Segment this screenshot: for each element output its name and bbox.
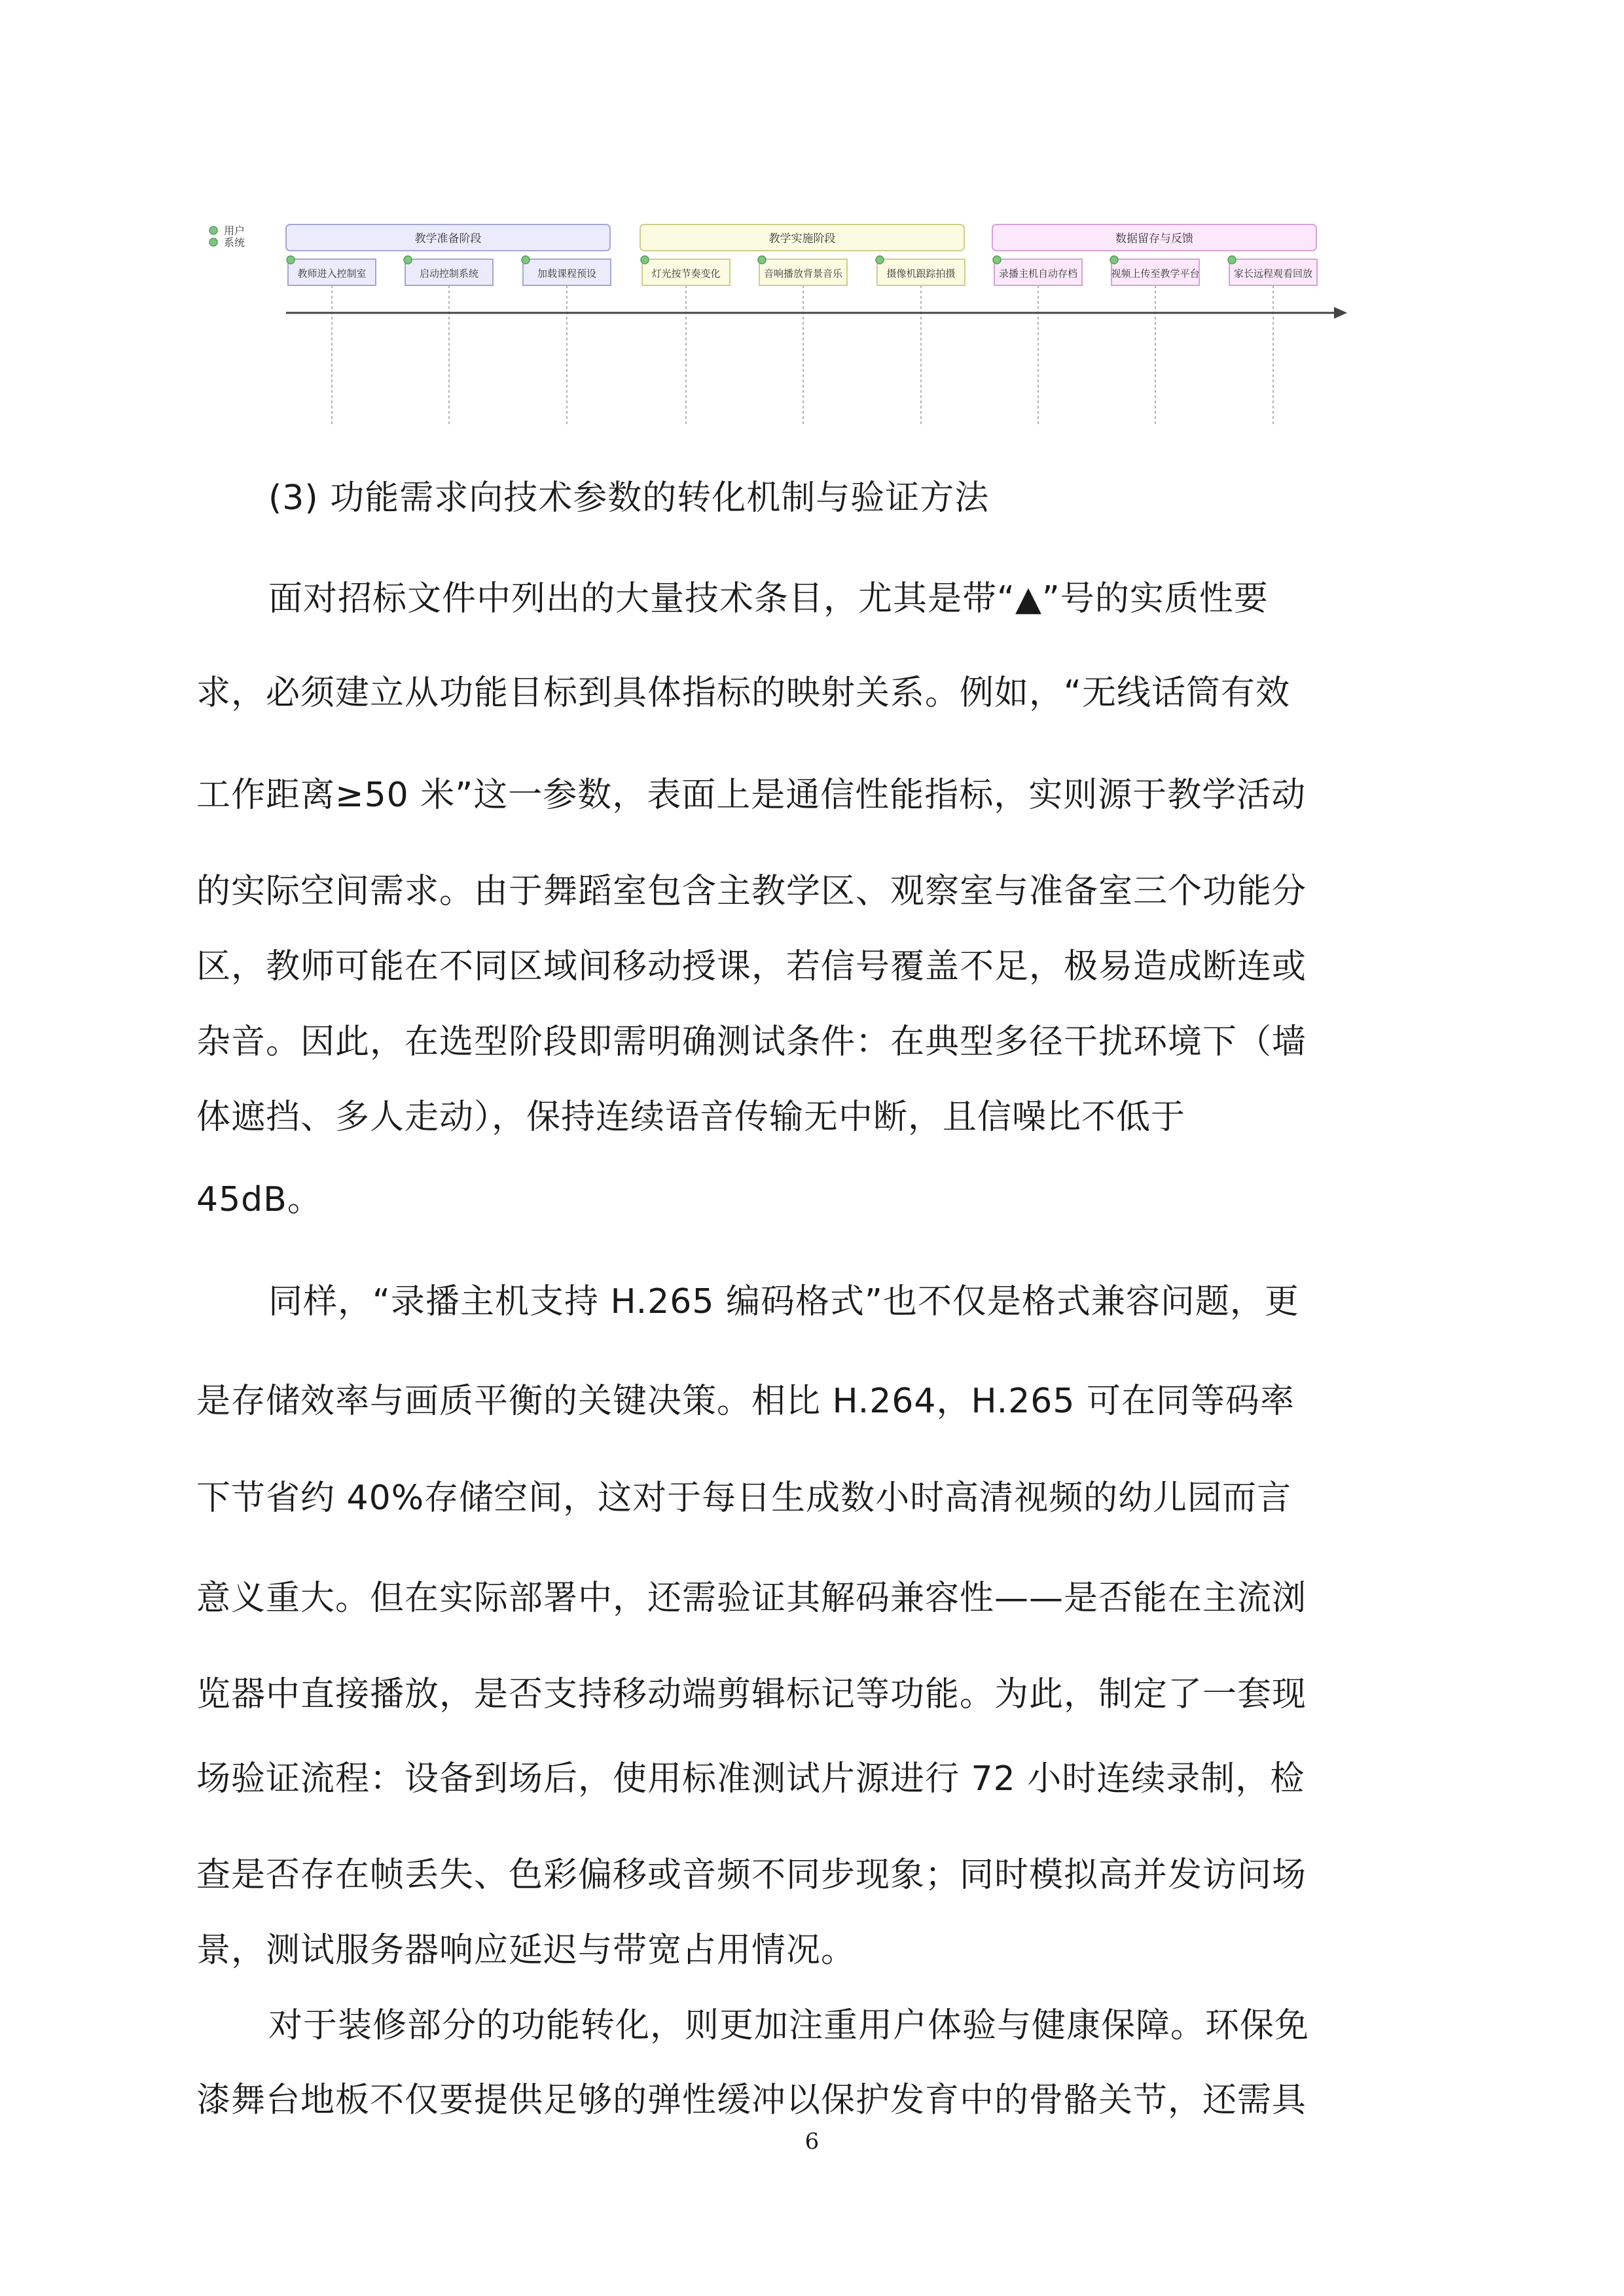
- paragraph-line: 区，教师可能在不同区域间移动授课，若信号覆盖不足，极易造成断连或: [196, 947, 1307, 986]
- page-number: 6: [804, 2128, 820, 2155]
- step-label: 摄像机跟踪拍摄: [886, 268, 956, 279]
- paragraph-line: 下节省约 40%存储空间，这对于每日生成数小时高清视频的幼儿园而言: [196, 1479, 1292, 1518]
- paragraph-line: 意义重大。但在实际部署中，还需验证其解码兼容性——是否能在主流浏: [196, 1579, 1307, 1618]
- step-label: 灯光按节奏变化: [651, 268, 721, 279]
- step-marker: [287, 256, 295, 264]
- paragraph-line: 查是否存在帧丢失、色彩偏移或音频不同步现象；同时模拟高并发访问场: [196, 1856, 1307, 1895]
- step-label: 教师进入控制室: [297, 268, 367, 279]
- paragraph-line: 求，必须建立从功能目标到具体指标的映射关系。例如，“无线话筒有效: [196, 673, 1290, 713]
- step-marker: [641, 256, 649, 264]
- step-marker: [876, 256, 884, 264]
- step-marker: [1110, 256, 1118, 264]
- step-label: 家长远程观看回放: [1233, 268, 1313, 279]
- paragraph-line: 漆舞台地板不仅要提供足够的弹性缓冲以保护发育中的骨骼关节，还需具: [196, 2081, 1307, 2120]
- paragraph-line: 同样，“录播主机支持 H.265 编码格式”也不仅是格式兼容问题，更: [268, 1282, 1299, 1321]
- paragraph-line: 场验证流程：设备到场后，使用标准测试片源进行 72 小时连续录制，检: [196, 1759, 1305, 1799]
- step-marker: [1228, 256, 1236, 264]
- paragraph-line: 体遮挡、多人走动），保持连续语音传输无中断，且信噪比不低于: [196, 1098, 1186, 1137]
- step-marker: [758, 256, 766, 264]
- step-label: 视频上传至教学平台: [1111, 268, 1200, 279]
- paragraph-line: 杂音。因此，在选型阶段即需明确测试条件：在典型多径干扰环境下（墙: [196, 1022, 1307, 1062]
- paragraph-line: 览器中直接播放，是否支持移动端剪辑标记等功能。为此，制定了一套现: [196, 1675, 1307, 1714]
- timeline-arrow-icon: [1334, 307, 1347, 319]
- step-marker: [404, 256, 412, 264]
- legend-label: 系统: [224, 236, 245, 249]
- paragraph-line: 对于装修部分的功能转化，则更加注重用户体验与健康保障。环保免: [268, 2006, 1310, 2045]
- step-label: 启动控制系统: [419, 268, 479, 279]
- phase-label: 教学实施阶段: [768, 232, 836, 245]
- legend-label: 用户: [224, 224, 245, 237]
- paragraph-line: 45dB。: [196, 1180, 322, 1219]
- step-marker: [993, 256, 1001, 264]
- legend-marker: [209, 226, 217, 234]
- paragraph-line: 的实际空间需求。由于舞蹈室包含主教学区、观察室与准备室三个功能分: [196, 872, 1307, 911]
- step-label: 音响播放背景音乐: [763, 268, 843, 279]
- phase-label: 数据留存与反馈: [1115, 232, 1193, 245]
- paragraph-line: 是存储效率与画质平衡的关键决策。相比 H.264，H.265 可在同等码率: [196, 1382, 1295, 1421]
- step-label: 录播主机自动存档: [998, 268, 1078, 279]
- section-heading: (3) 功能需求向技术参数的转化机制与验证方法: [268, 478, 990, 518]
- step-label: 加载课程预设: [537, 268, 597, 279]
- process-timeline-diagram: [0, 0, 1624, 432]
- phase-label: 教学准备阶段: [414, 232, 482, 245]
- paragraph-line: 面对招标文件中列出的大量技术条目，尤其是带“▲”号的实质性要: [268, 579, 1269, 619]
- paragraph-line: 工作距离≥50 米”这一参数，表面上是通信性能指标，实则源于教学活动: [196, 776, 1307, 815]
- legend-marker: [209, 238, 217, 246]
- paragraph-line: 景，测试服务器响应延迟与带宽占用情况。: [196, 1931, 856, 1970]
- step-marker: [522, 256, 530, 264]
